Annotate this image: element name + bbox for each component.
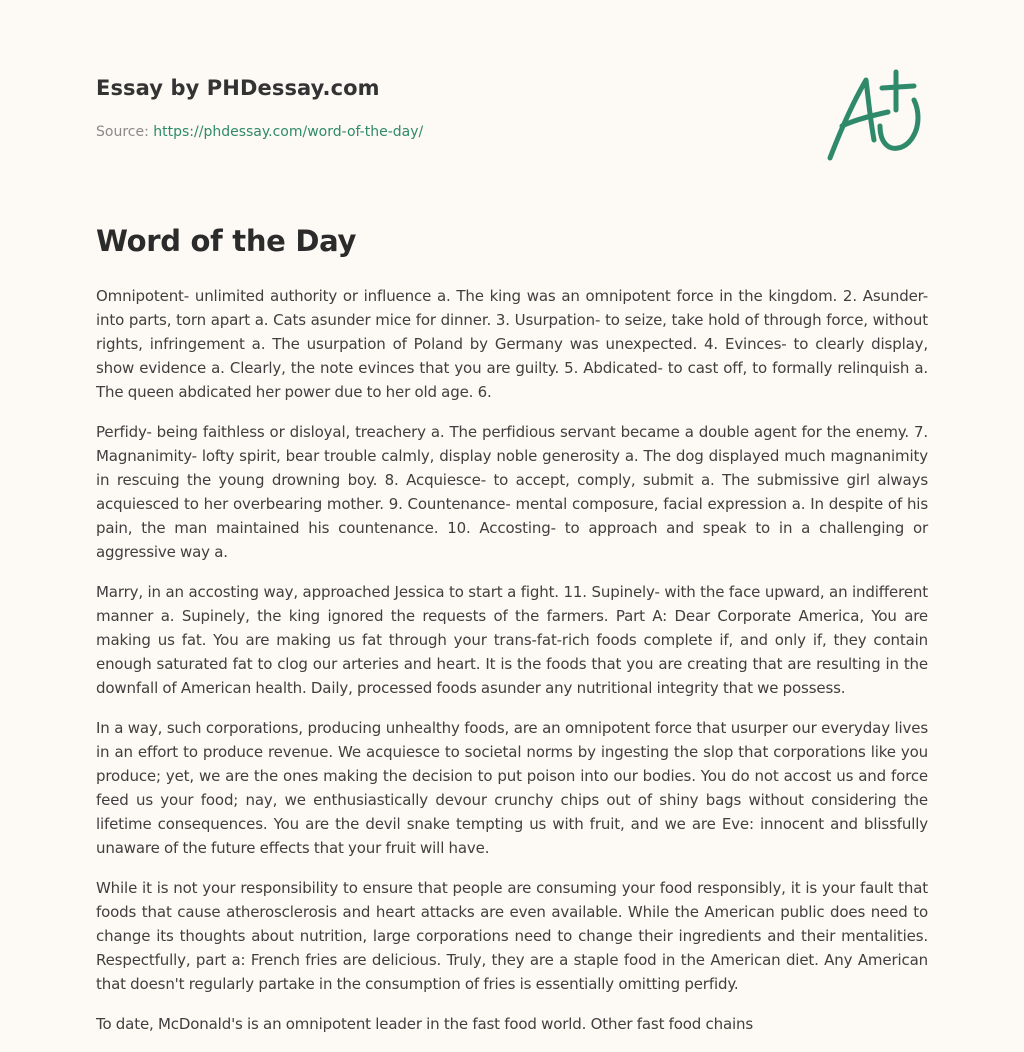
source-label: Source: — [96, 124, 149, 140]
essay-paragraph: Marry, in an accosting way, approached Jessica to start a fight. 11. Supinely- with the face upward, an indifferent manner a. Supinely, the king ignored the requests of the farmers. Part A: Dear Corporate America, You are making us fat. You are making us fat through your trans-fat-rich foods complete if, and only if, they contain enough saturated fat to clog our arteries and heart. It is the foods that you are creating that are resulting in the downfall of American health. Daily, processed foods asunder any nutritional integrity that we possess. — [96, 583, 928, 697]
source-link[interactable]: https://phdessay.com/word-of-the-day/ — [153, 124, 424, 140]
source-line — [96, 124, 423, 140]
essay-paragraph: Perfidy- being faithless or disloyal, treachery a. The perfidious servant became a double agent for the enemy. 7. Magnanimity- lofty spirit, bear trouble calmly, display noble generosity a. The dog displayed much magnanimity in rescuing the young drowning boy. 8. Acquiesce- to accept, comply, submit a. The submissive girl always acquiesced to her overbearing mother. 9. Countenance- mental composure, facial expression a. In despite of his pain, the man maintained his countenance. 10. Accosting- to approach and speak to in a challenging or aggressive way a. — [96, 423, 928, 561]
essay-paragraph: Omnipotent- unlimited authority or influence a. The king was an omnipotent force in the kingdom. 2. Asunder- into parts, torn apart a. Cats asunder mice for dinner. 3. Usurpation- to seize, take hold of through force, without rights, infringement a. The usurpation of Poland by Germany was unexpected. 4. Evinces- to clearly display, show evidence a. Clearly, the note evinces that you are guilty. 5. Abdicated- to cast off, to formally relinquish a. The queen abdicated her power due to her old age. 6. — [96, 287, 928, 401]
essay-title: Word of the Day — [96, 224, 357, 258]
essay-paragraph: While it is not your responsibility to ensure that people are consuming your food responsibly, it is your fault that foods that cause atherosclerosis and heart attacks are even available. While the American public does need to change its thoughts about nutrition, large corporations need to change their ingredients and their mentalities. Respectfully, part a: French fries are delicious. Truly, they are a staple food in the American diet. Any American that doesn't regularly partake in the consumption of fries is essentially omitting perfidy. — [96, 879, 928, 993]
a-plus-logo-icon — [822, 66, 930, 166]
essay-paragraph: To date, McDonald's is an omnipotent leader in the fast food world. Other fast food chains — [96, 1015, 754, 1033]
site-title: Essay by PHDessay.com — [96, 76, 380, 100]
essay-paragraph: In a way, such corporations, producing unhealthy foods, are an omnipotent force that usurper our everyday lives in an effort to produce revenue. We acquiesce to societal norms by ingesting the slop that corporations like you produce; yet, we are the ones making the decision to put poison into our bodies. You do not accost us and force feed us your food; nay, we enthusiastically devour crunchy chips out of shiny bags without considering the lifetime consequences. You are the devil snake tempting us with fruit, and we are Eve: innocent and blissfully unaware of the future effects that your fruit will have. — [96, 719, 928, 857]
essay-body — [96, 284, 928, 1052]
